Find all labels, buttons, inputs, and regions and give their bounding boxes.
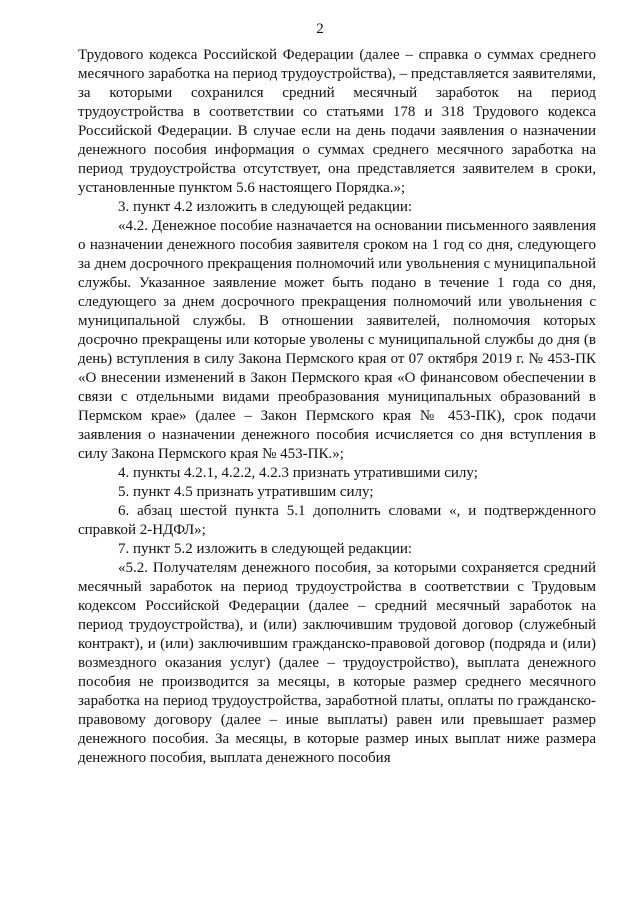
page-number: 2: [316, 21, 324, 37]
paragraph-item-3: 3. пункт 4.2 изложить в следующей редакции:: [118, 199, 413, 215]
paragraph-quote-4-2: «4.2. Денежное пособие назначается на основании письменного заявления о назначении денежного пособия заявителя сроком на 1 год со дня, следующего за днем досрочного прекращения полномочий или увольнения с муниципальной службы. Указанное заявление может быть подано в течение 1 года со дня, следующего за днем досрочного прекращения полномочий или увольнения с муниципальной службы. В отношении заявителей, полномочия которых досрочно прекращены или которые уволены с муниципальной службы до дня (в день) вступления в силу Закона Пермского края от 07 октября 2019 г. № 453-ПК «О внесении изменений в Закон Пермского края «О финансовом обеспечении в связи с отдельными видами преобразования муниципальных образований в Пермском крае» (далее – Закон Пермского края № 453-ПК), срок подачи заявления о назначении денежного пособия исчисляется со дня вступления в силу Закона Пермского края № 453-ПК.»;: [78, 218, 596, 462]
paragraph-item-6: 6. абзац шестой пункта 5.1 дополнить словами «, и подтвержденного справкой 2-НДФЛ»;: [78, 503, 596, 538]
paragraph-item-5: 5. пункт 4.5 признать утратившим силу;: [118, 484, 374, 500]
paragraph-item-7: 7. пункт 5.2 изложить в следующей редакции:: [118, 541, 413, 557]
paragraph-quote-5-2: «5.2. Получателям денежного пособия, за которыми сохраняется средний месячный заработок на период трудоустройства в соответствии с Трудовым кодексом Российской Федерации (далее – средний месячный заработок на период трудоустройства), и (или) заключившим трудовой договор (служебный контракт), и (или) заключившим гражданско-правовой договор (подряда и (или) возмездного оказания услуг) (далее – трудоустройство), выплата денежного пособия не производится за месяцы, в которые размер среднего месячного заработка на период трудоустройства, заработной платы, оплаты по гражданско-правовому договору (далее – иные выплаты) равен или превышает размер денежного пособия. За месяцы, в которые размер иных выплат ниже размера денежного пособия, выплата денежного пособия: [78, 560, 596, 766]
paragraph-item-4: 4. пункты 4.2.1, 4.2.2, 4.2.3 признать утратившими силу;: [118, 465, 478, 481]
paragraph-continuation: Трудового кодекса Российской Федерации (далее – справка о суммах среднего месячного заработка на период трудоустройства), – представляется заявителями, за которыми сохранился средний месячный заработок на период трудоустройства в соответствии со статьями 178 и 318 Трудового кодекса Российской Федерации. В случае если на день подачи заявления о назначении денежного пособия информация о суммах среднего месячного заработка на период трудоустройства отсутствует, она представляется заявителем в сроки, установленные пунктом 5.6 настоящего Порядка.»;: [78, 47, 596, 196]
document-body: [78, 46, 596, 768]
